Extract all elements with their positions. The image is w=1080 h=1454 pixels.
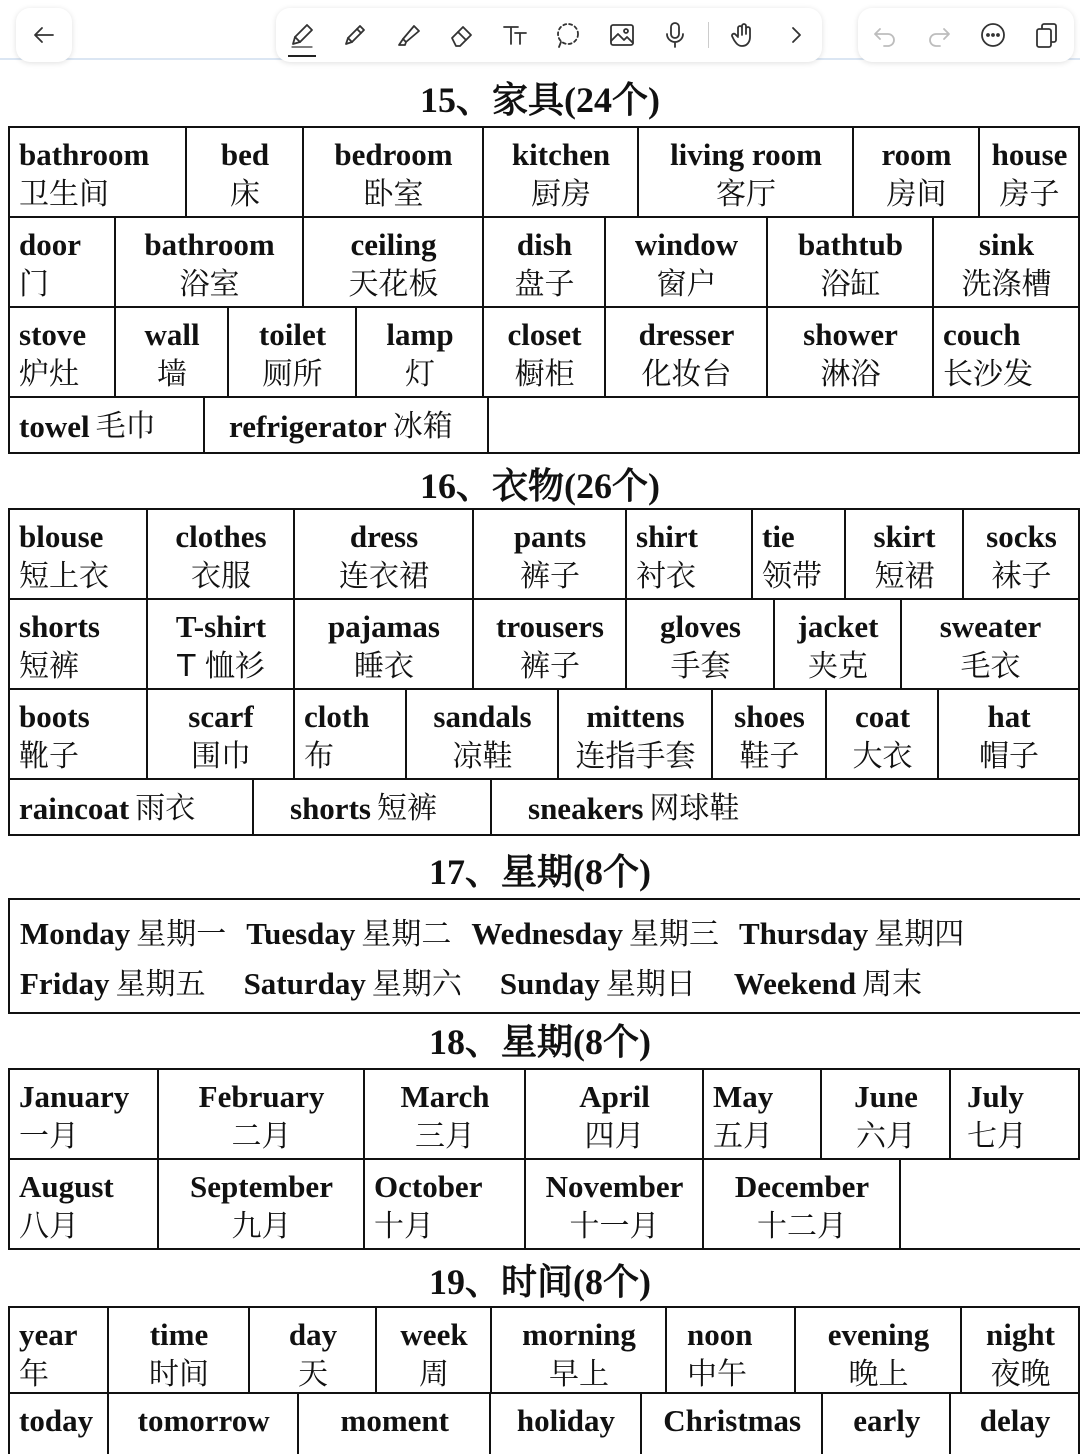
word-cell: dresser 化妆台 (606, 308, 768, 396)
word-cell: day 天 (250, 1308, 377, 1392)
word-cell: week 周 (377, 1308, 492, 1392)
word-cell: shirt 衬衣 (627, 510, 753, 598)
word-cell: window 窗户 (606, 218, 768, 306)
word-cell: shorts 短裤 (10, 600, 148, 688)
weekday-item: Tuesday 星期二 (246, 916, 452, 952)
microphone-icon[interactable] (655, 15, 695, 55)
word-cell: mittens 连指手套 (559, 690, 713, 778)
table-row (10, 1070, 1080, 1160)
word-cell: pajamas 睡衣 (295, 600, 474, 688)
empty-cell (489, 398, 1080, 452)
word-cell: time 时间 (109, 1308, 250, 1392)
word-cell: clothes 衣服 (148, 510, 295, 598)
word-cell: shoes 鞋子 (713, 690, 827, 778)
back-button[interactable] (16, 8, 72, 62)
more-options-icon[interactable] (973, 15, 1013, 55)
word-cell: house 房子 (980, 128, 1080, 216)
word-cell: shower 淋浴 (768, 308, 934, 396)
table-row (10, 398, 1080, 454)
word-cell: raincoat 雨衣 (10, 780, 254, 834)
word-cell: shorts 短裤 (254, 780, 492, 834)
section-title-months: 18、星期(8个) (429, 1022, 651, 1062)
word-cell: bedroom 卧室 (304, 128, 484, 216)
duplicate-page-icon[interactable] (1027, 15, 1067, 55)
table-row (10, 1160, 1080, 1250)
word-cell: moment (299, 1394, 491, 1454)
word-cell: towel 毛巾 (10, 398, 205, 452)
word-cell: tomorrow (109, 1394, 300, 1454)
weekdays-box (8, 898, 1080, 1014)
table-row (10, 1308, 1080, 1394)
word-cell: June 六月 (822, 1070, 951, 1158)
table-row (10, 128, 1080, 218)
word-cell: room 房间 (854, 128, 980, 216)
word-cell: December 十二月 (704, 1160, 901, 1248)
word-cell: kitchen 厨房 (484, 128, 639, 216)
word-cell: November 十一月 (526, 1160, 704, 1248)
word-cell: dress 连衣裙 (295, 510, 474, 598)
redo-icon[interactable] (919, 15, 959, 55)
word-cell: ceiling 天花板 (304, 218, 484, 306)
word-cell: wall 墙 (116, 308, 229, 396)
word-cell: coat 大衣 (827, 690, 939, 778)
section-title-clothing: 16、衣物(26个) (420, 466, 660, 506)
word-cell: April 四月 (526, 1070, 704, 1158)
weekday-item: Thursday 星期四 (739, 916, 965, 952)
table-row (10, 690, 1080, 780)
pen-icon[interactable] (282, 15, 322, 55)
word-cell: January 一月 (10, 1070, 159, 1158)
word-cell: bed 床 (187, 128, 304, 216)
word-cell: bathtub 浴缸 (768, 218, 934, 306)
word-cell: dish 盘子 (484, 218, 606, 306)
word-cell: T-shirt T 恤衫 (148, 600, 295, 688)
eraser-icon[interactable] (442, 15, 482, 55)
word-cell: May 五月 (704, 1070, 822, 1158)
word-cell: Christmas (642, 1394, 824, 1454)
word-cell: tie 领带 (753, 510, 846, 598)
word-cell: scarf 围巾 (148, 690, 295, 778)
word-cell: March 三月 (365, 1070, 526, 1158)
table-row (10, 308, 1080, 398)
weekday-line (10, 910, 1080, 960)
touch-hand-icon[interactable] (723, 15, 763, 55)
word-cell: cloth 布 (295, 690, 407, 778)
section-title-furniture: 15、家具(24个) (420, 80, 660, 120)
word-cell: door 门 (10, 218, 116, 306)
undo-icon[interactable] (865, 15, 905, 55)
word-cell: early (823, 1394, 951, 1454)
word-cell: closet 橱柜 (484, 308, 606, 396)
table-row (10, 780, 1080, 836)
weekday-item: Friday 星期五 (20, 966, 206, 1002)
word-cell: October 十月 (365, 1160, 526, 1248)
time-table (8, 1306, 1080, 1454)
word-cell: stove 炉灶 (10, 308, 116, 396)
furniture-table (8, 126, 1080, 454)
word-cell: pants 裤子 (474, 510, 627, 598)
word-cell: living room 客厅 (639, 128, 854, 216)
section-title-time: 19、时间(8个) (429, 1262, 651, 1302)
word-cell: August 八月 (10, 1160, 159, 1248)
history-toolbar (858, 8, 1074, 62)
word-cell: night 夜晚 (962, 1308, 1080, 1392)
word-cell: blouse 短上衣 (10, 510, 148, 598)
image-icon[interactable] (602, 15, 642, 55)
months-table (8, 1068, 1080, 1250)
text-tool-icon[interactable] (495, 15, 535, 55)
word-cell: sink 洗涤槽 (934, 218, 1080, 306)
word-cell: sneakers 网球鞋 (492, 780, 1080, 834)
word-cell: couch 长沙发 (934, 308, 1080, 396)
pencil-icon[interactable] (335, 15, 375, 55)
lasso-icon[interactable] (548, 15, 588, 55)
word-cell: trousers 裤子 (474, 600, 627, 688)
word-cell: lamp 灯 (357, 308, 484, 396)
weekday-item: Wednesday 星期三 (471, 916, 719, 952)
back-arrow-icon[interactable] (24, 15, 64, 55)
empty-cell (901, 1160, 1080, 1248)
word-cell: bathroom 浴室 (116, 218, 304, 306)
word-cell: sandals 凉鞋 (407, 690, 559, 778)
table-row (10, 600, 1080, 690)
chevron-right-icon[interactable] (776, 15, 816, 55)
word-cell: holiday (491, 1394, 642, 1454)
drawing-toolbar (276, 8, 822, 62)
weekday-item: Sunday 星期日 (499, 966, 696, 1002)
word-cell: jacket 夹克 (775, 600, 902, 688)
word-cell: February 二月 (159, 1070, 365, 1158)
table-row (10, 218, 1080, 308)
word-cell: evening 晚上 (796, 1308, 962, 1392)
word-cell: toilet 厕所 (229, 308, 357, 396)
word-cell: refrigerator 冰箱 (205, 398, 489, 452)
section-title-weekdays: 17、星期(8个) (429, 852, 651, 892)
word-cell: delay (951, 1394, 1080, 1454)
weekday-line (10, 960, 1080, 1010)
table-row (10, 1394, 1080, 1454)
word-cell: year 年 (10, 1308, 109, 1392)
weekday-item: Saturday 星期六 (243, 966, 462, 1002)
toolbar-separator (708, 22, 709, 48)
word-cell: gloves 手套 (627, 600, 775, 688)
highlighter-icon[interactable] (389, 15, 429, 55)
word-cell: boots 靴子 (10, 690, 148, 778)
clothing-table (8, 508, 1080, 836)
word-cell: bathroom 卫生间 (10, 128, 187, 216)
table-row (10, 510, 1080, 600)
word-cell: morning 早上 (492, 1308, 667, 1392)
word-cell: today (10, 1394, 109, 1454)
word-cell: skirt 短裙 (846, 510, 964, 598)
word-cell: September 九月 (159, 1160, 365, 1248)
word-cell: sweater 毛衣 (902, 600, 1080, 688)
weekday-item: Monday 星期一 (20, 916, 227, 952)
word-cell: hat 帽子 (939, 690, 1080, 778)
word-cell: noon 中午 (667, 1308, 796, 1392)
weekday-item: Weekend 周末 (733, 966, 923, 1002)
word-cell: July 七月 (951, 1070, 1080, 1158)
word-cell: socks 袜子 (964, 510, 1080, 598)
